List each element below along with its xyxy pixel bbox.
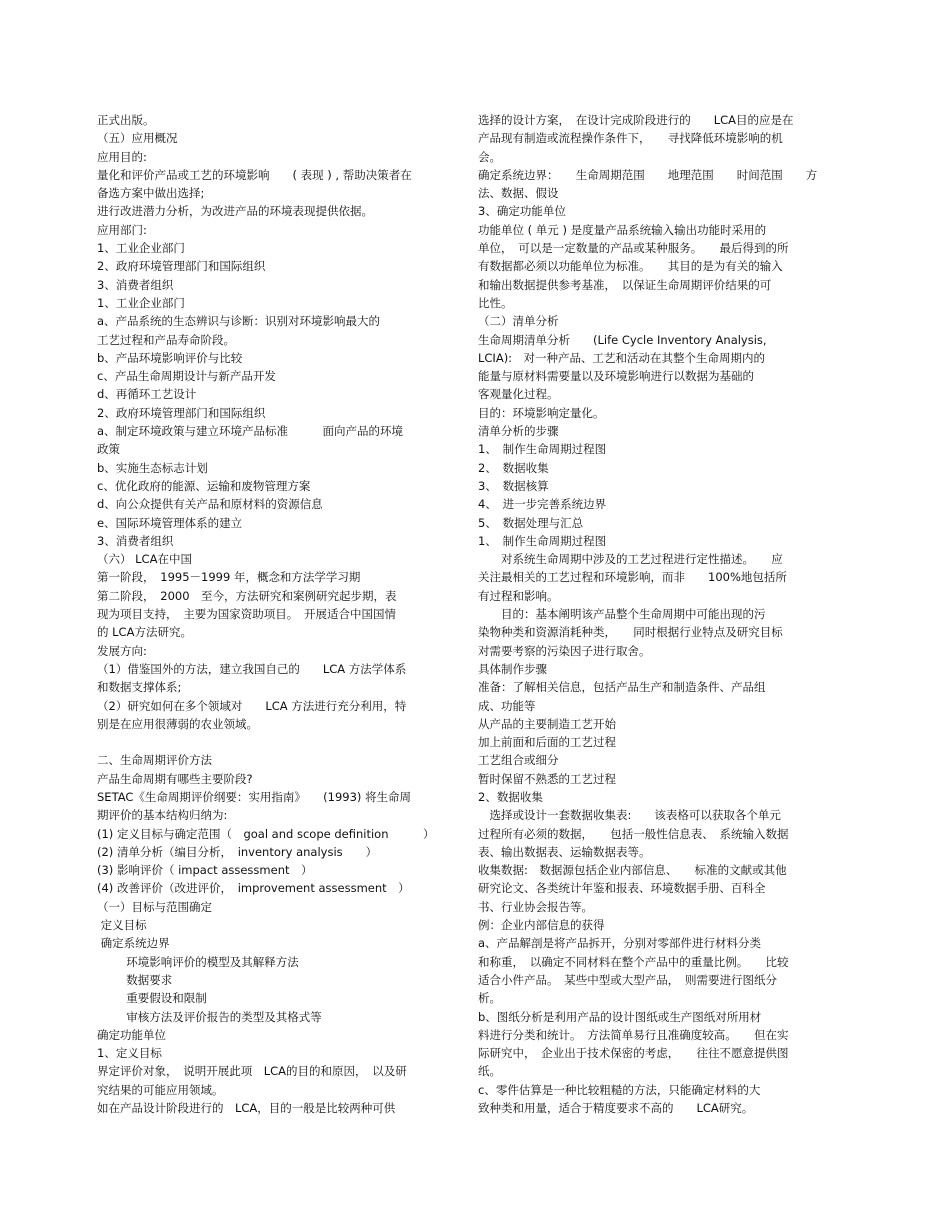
left-column-line: 二、生命周期评价方法 — [97, 753, 212, 768]
right-column-line: 析。 — [478, 991, 501, 1006]
left-column-line: （1）借鉴国外的方法，建立我国自己的 LCA 方法学体系 — [97, 661, 407, 676]
left-column-line: c、优化政府的能源、运输和废物管理方案 — [97, 478, 311, 493]
right-column-line: 书、行业协会报告等。 — [478, 899, 593, 914]
left-column-line — [97, 733, 447, 751]
right-column-line: 功能单位 ( 单元 ) 是度量产品系统输入输出功能时采用的 — [478, 222, 767, 237]
left-column-line: 和数据支撑体系; — [97, 680, 182, 695]
left-column-line: 1、工业企业部门 — [97, 295, 185, 310]
left-column-line: 确定系统边界 — [97, 936, 170, 951]
left-column-line: d、向公众提供有关产品和原材料的资源信息 — [97, 497, 323, 512]
right-column-line: 和称重， 以确定不同材料在整个产品中的重量比例。 比较 — [478, 954, 789, 969]
left-column — [97, 111, 447, 1117]
left-column-line: 第二阶段， 2000 至今，方法研究和案例研究起步期，表 — [97, 588, 397, 603]
right-column-line: a、产品解剖是将产品拆开，分别对零部件进行材料分类 — [478, 936, 762, 951]
left-column-line: 数据要求 — [97, 972, 173, 987]
right-column-line: 有数据都必须以功能单位为标准。 其目的是为有关的输入 — [478, 259, 783, 274]
left-column-line: a、产品系统的生态辨识与诊断：识别对环境影响最大的 — [97, 314, 381, 329]
left-column-line: 界定评价对象， 说明开展此项 LCA的目的和原因， 以及研 — [97, 1064, 407, 1079]
right-column-line: 料进行分类和统计。 方法简单易行且准确度较高。 但在实 — [478, 1027, 789, 1042]
right-column-line: 法、数据、假设 — [478, 186, 559, 201]
left-column-line: 进行改进潜力分析，为改进产品的环境表现提供依据。 — [97, 204, 373, 219]
left-column-line: 环境影响评价的模型及其解释方法 — [97, 954, 299, 969]
right-column-line: 1、 制作生命周期过程图 — [478, 442, 607, 457]
left-column-line: SETAC《生命周期评价纲要：实用指南》 (1993) 将生命周 — [97, 789, 412, 804]
left-column-line: (3) 影响评价（ impact assessment ） — [97, 863, 313, 878]
left-column-line: 应用部门: — [97, 222, 147, 237]
left-column-line: 产品生命周期有哪些主要阶段? — [97, 771, 253, 786]
left-column-line: 重要假设和限制 — [97, 991, 207, 1006]
left-column-line: c、产品生命周期设计与新产品开发 — [97, 369, 276, 384]
right-column-line: 3、 数据核算 — [478, 478, 549, 493]
right-column-line: 2、数据收集 — [478, 789, 543, 804]
right-column-line: 比性。 — [478, 295, 513, 310]
left-column-line: 确定功能单位 — [97, 1027, 166, 1042]
right-column-line: 适合小件产品。 某些中型或大型产品， 则需要进行图纸分 — [478, 972, 777, 987]
right-column-line: 目的：基本阐明该产品整个生命周期中可能出现的污 — [478, 607, 766, 622]
left-column-line: 期评价的基本结构归纳为: — [97, 808, 228, 823]
right-column-line: 致种类和用量，适合于精度要求不高的 LCA研究。 — [478, 1101, 754, 1116]
right-column-line: 染物种类和资源消耗种类， 同时根据行业特点及研究目标 — [478, 625, 783, 640]
left-column-line: d、再循环工艺设计 — [97, 387, 197, 402]
right-column-line: 成、功能等 — [478, 698, 536, 713]
right-column-line: 生命周期清单分析 (Life Cycle Inventory Analysis, — [478, 332, 767, 347]
right-column-line: c、零件估算是一种比较粗糙的方法，只能确定材料的大 — [478, 1082, 761, 1097]
right-column-line: 对系统生命周期中涉及的工艺过程进行定性描述。 应 — [478, 552, 783, 567]
right-column-line: 过程所有必须的数据， 包括一般性信息表、 系统输入数据 — [478, 826, 789, 841]
left-column-line: 2、政府环境管理部门和国际组织 — [97, 405, 266, 420]
right-column — [478, 111, 828, 1117]
left-column-line: e、国际环境管理体系的建立 — [97, 515, 243, 530]
right-column-line: 对需要考察的污染因子进行取舍。 — [478, 643, 651, 658]
left-column-line: 如在产品设计阶段进行的 LCA，目的一般是比较两种可供 — [97, 1101, 396, 1116]
right-column-line: 客观量化过程。 — [478, 387, 559, 402]
left-column-line: 发展方向: — [97, 643, 147, 658]
left-column-line: 量化和评价产品或工艺的环境影响 ( 表现 ) , 帮助决策者在 — [97, 167, 412, 182]
right-column-line: （二）清单分析 — [478, 314, 559, 329]
left-column-line: （五）应用概况 — [97, 131, 178, 146]
right-column-line: 关注最相关的工艺过程和环境影响，而非 100%地包括所 — [478, 570, 787, 585]
left-column-line: b、实施生态标志计划 — [97, 460, 208, 475]
left-column-line: 3、消费者组织 — [97, 533, 174, 548]
left-column-line: 审核方法及评价报告的类型及其格式等 — [97, 1009, 322, 1024]
right-column-line: 能量与原材料需要量以及环境影响进行以数据为基础的 — [478, 369, 754, 384]
right-column-line: 产品现有制造或流程操作条件下， 寻找降低环境影响的机 — [478, 131, 783, 146]
right-column-line: 会。 — [478, 149, 501, 164]
left-column-line: （一）目标与范围确定 — [97, 899, 212, 914]
left-column-line: 1、定义目标 — [97, 1046, 162, 1061]
right-column-line: 目的：环境影响定量化。 — [478, 405, 605, 420]
left-column-line: 应用目的: — [97, 149, 147, 164]
right-column-line: 4、 进一步完善系统边界 — [478, 497, 607, 512]
left-column-line: 1、工业企业部门 — [97, 241, 185, 256]
left-column-line: （2）研究如何在多个领域对 LCA 方法进行充分利用，特 — [97, 698, 407, 713]
right-column-line: 收集数据: 数据源包括企业内部信息、 标准的文献或其他 — [478, 863, 787, 878]
left-column-line: 定义目标 — [97, 918, 147, 933]
right-column-line: 2、 数据收集 — [478, 460, 549, 475]
right-column-line: 有过程和影响。 — [478, 588, 559, 603]
left-column-line: 工艺过程和产品寿命阶段。 — [97, 332, 235, 347]
right-column-line: 具体制作步骤 — [478, 661, 547, 676]
left-column-line: 第一阶段， 1995－1999 年，概念和方法学学习期 — [97, 570, 361, 585]
right-column-line: LCIA): 对一种产品、工艺和活动在其整个生命周期内的 — [478, 350, 766, 365]
left-column-line: (1) 定义目标与确定范围（ goal and scope definition ） — [97, 826, 435, 841]
right-column-line: 工艺组合或细分 — [478, 753, 559, 768]
left-column-line: 的 LCA方法研究。 — [97, 625, 192, 640]
right-column-line: 际研究中， 企业出于技术保密的考虑， 往往不愿意提供图 — [478, 1046, 789, 1061]
right-column-line: 确定系统边界： 生命周期范围 地理范围 时间范围 方 — [478, 167, 818, 182]
right-column-line: 单位， 可以是一定数量的产品或某种服务。 最后得到的所 — [478, 241, 789, 256]
left-column-line: 2、政府环境管理部门和国际组织 — [97, 259, 266, 274]
right-column-line: 5、 数据处理与汇总 — [478, 515, 584, 530]
right-column-line: 例：企业内部信息的获得 — [478, 918, 605, 933]
right-column-line: 从产品的主要制造工艺开始 — [478, 716, 616, 731]
left-column-line: b、产品环境影响评价与比较 — [97, 350, 243, 365]
left-column-line: 现为项目支持， 主要为国家资助项目。 开展适合中国国情 — [97, 607, 396, 622]
left-column-line: a、制定环境政策与建立环境产品标准 面向产品的环境 — [97, 424, 404, 439]
left-column-line: 备选方案中做出选择; — [97, 186, 205, 201]
right-column-line: 清单分析的步骤 — [478, 424, 559, 439]
left-column-line: (4) 改善评价（改进评价， improvement assessment ） — [97, 881, 410, 896]
right-column-line: 1、 制作生命周期过程图 — [478, 533, 607, 548]
right-column-line: 选择或设计一套数据收集表: 该表格可以获取各个单元 — [478, 808, 781, 823]
left-column-line: (2) 清单分析（编目分析， inventory analysis ） — [97, 844, 378, 859]
right-column-line: b、图纸分析是利用产品的设计图纸或生产图纸对所用材 — [478, 1009, 762, 1024]
right-column-line: 研究论文、各类统计年鉴和报表、环境数据手册、百科全 — [478, 881, 766, 896]
right-column-line: 选择的设计方案， 在设计完成阶段进行的 LCA目的应是在 — [478, 113, 794, 127]
right-column-line: 和输出数据提供参考基准， 以保证生命周期评价结果的可 — [478, 277, 772, 292]
left-column-line: 别是在应用很薄弱的农业领域。 — [97, 716, 258, 731]
right-column-line: 准备：了解相关信息，包括产品生产和制造条件、产品组 — [478, 680, 766, 695]
left-column-line: 正式出版。 — [97, 113, 155, 127]
left-column-line: （六） LCA在中国 — [97, 552, 192, 567]
right-column-line: 3、确定功能单位 — [478, 204, 566, 219]
right-column-line: 纸。 — [478, 1064, 501, 1079]
right-column-line: 暂时保留不熟悉的工艺过程 — [478, 771, 616, 786]
right-column-line: 加上前面和后面的工艺过程 — [478, 735, 616, 750]
left-column-line: 究结果的可能应用领域。 — [97, 1082, 224, 1097]
left-column-line: 3、消费者组织 — [97, 277, 174, 292]
right-column-line: 表、输出数据表、运输数据表等。 — [478, 844, 651, 859]
left-column-line: 政策 — [97, 442, 120, 457]
